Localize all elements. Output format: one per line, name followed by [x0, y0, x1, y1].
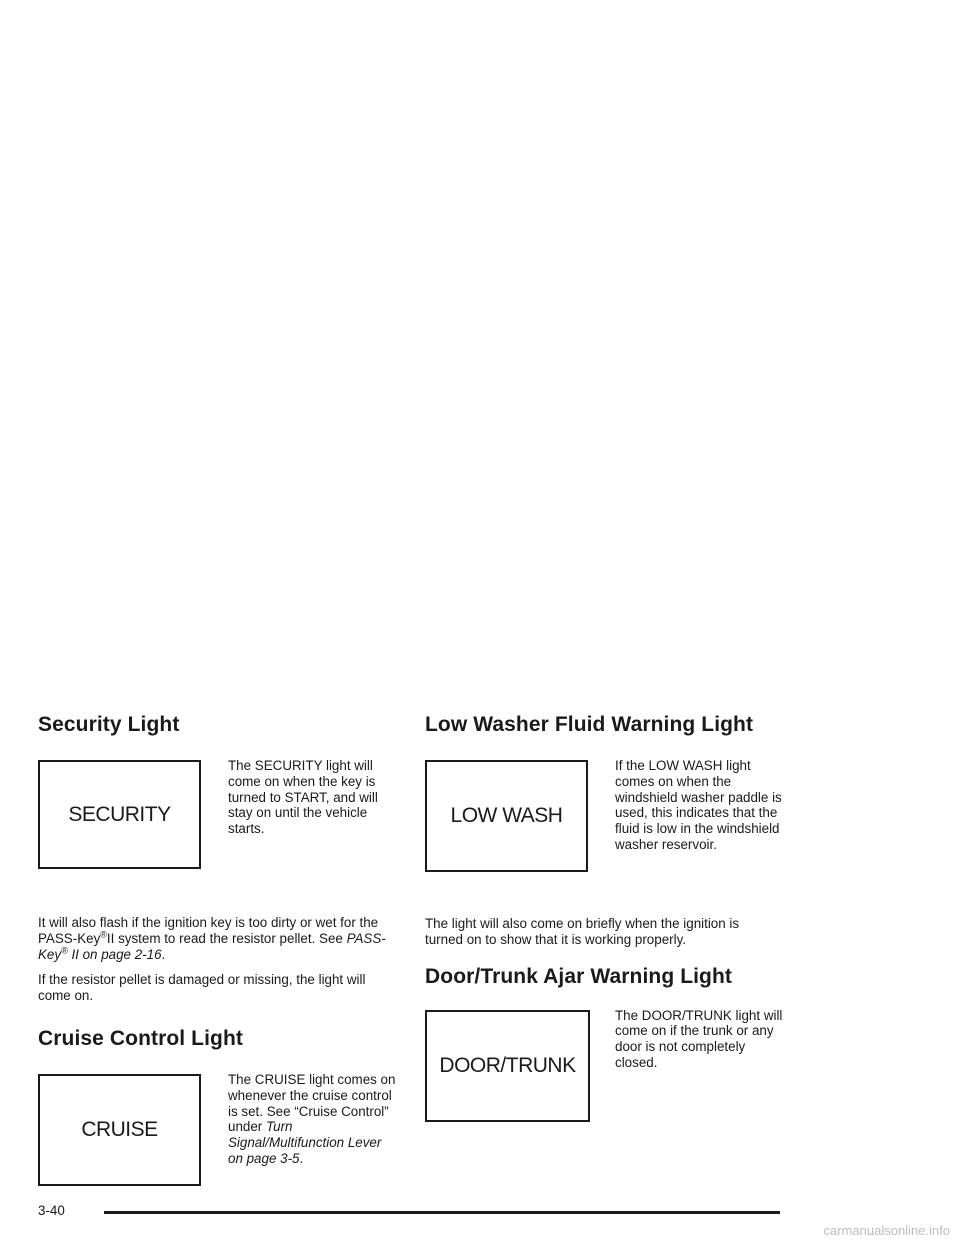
door-description: The DOOR/TRUNK light will come on if the trunk or any door is not completely closed. [615, 1007, 783, 1070]
washer-indicator-row [425, 760, 780, 916]
cruise-indicator-row [38, 1071, 396, 1214]
security-indicator-image: SECURITY [38, 760, 201, 869]
cruise-indicator-image: CRUISE [38, 1074, 201, 1186]
low-wash-indicator-image: LOW WASH [425, 760, 588, 872]
watermark-text: carmanualsonline.info [823, 1223, 950, 1238]
pass-key-reference-link[interactable]: PASS-Key® II on page 2-16 [38, 930, 386, 962]
security-indicator-row [38, 760, 393, 915]
right-column [425, 712, 783, 1150]
security-description: The SECURITY light will come on when the key is turned to START, and will stay on until the vehicle starts. [228, 758, 378, 837]
security-paragraph-pellet: If the resistor pellet is damaged or missing, the light will come on. [38, 972, 366, 1004]
security-light-heading: Security Light [38, 713, 180, 736]
door-indicator-row [425, 1007, 783, 1150]
turn-signal-reference-link[interactable]: Turn Signal/Multifunction Lever on page 3-5 [228, 1119, 382, 1166]
washer-paragraph: The light will also come on briefly when the ignition is turned on to show that it is working properly. [425, 916, 740, 947]
door-trunk-indicator-image: DOOR/TRUNK [425, 1010, 590, 1122]
page-number: 3-40 [38, 1203, 65, 1218]
left-column [38, 712, 396, 1214]
washer-description: If the LOW WASH light comes on when the windshield washer paddle is used, this indicates that the fluid is low in the windshield washer reservoir. [615, 758, 782, 852]
footer-divider [104, 1211, 780, 1214]
door-trunk-heading: Door/Trunk Ajar Warning Light [425, 964, 732, 988]
security-paragraph-flash: It will also flash if the ignition key is too dirty or wet for the PASS-Key®II system to read the resistor pellet. See PASS-Key® II on page 2-16. [38, 915, 386, 962]
low-washer-heading: Low Washer Fluid Warning Light [425, 713, 754, 736]
cruise-description: The CRUISE light comes on whenever the cruise control is set. See “Cruise Control” under Turn Signal/Multifunction Lever on page 3-5. [228, 1071, 396, 1166]
cruise-control-heading: Cruise Control Light [38, 1026, 243, 1050]
